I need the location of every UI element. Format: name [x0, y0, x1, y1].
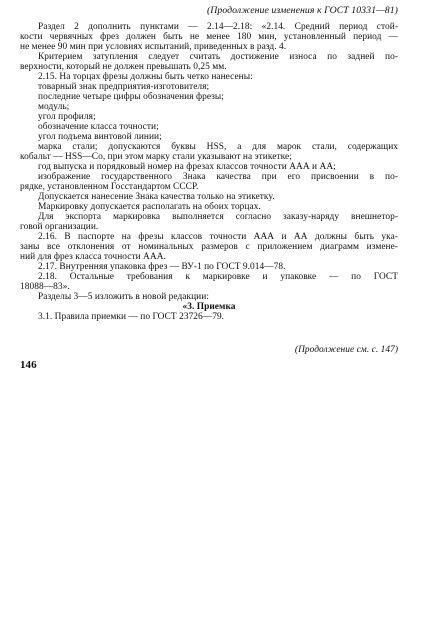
text-line: ний для фрез класса точности ААА. [20, 252, 166, 262]
text-line: Допускается нанесение Знака качества только на этикетку. [38, 192, 275, 202]
text-line: кости червячных фрез должен быть не менее 180 мин, установленный период — [20, 32, 398, 42]
running-header: (Продолжение изменения к ГОСТ 10331—81) [206, 6, 398, 16]
text-line: кобальт — HSS—Co, при этом марку стали указывают на этикетке; [20, 152, 292, 162]
text-line: 2.15. На торцах фрезы должны быть четко нанесены: [38, 72, 253, 82]
text-line: Разделы 3—5 изложить в новой редакции: [38, 292, 209, 302]
text-line: 2.17. Внутренняя упаковка фрез — ВУ-1 по ГОСТ 9.014—78. [38, 262, 286, 272]
section-heading: «3. Приемка [182, 302, 236, 312]
text-line: обозначение класса точности; [38, 122, 159, 132]
page-number: 146 [20, 360, 37, 370]
text-line: 3.1. Правила приемки — по ГОСТ 23726—79. [38, 312, 225, 322]
text-line: изображение государственного Знака качества при его присвоении в по- [38, 172, 398, 182]
text-line: угол подъема винтовой линии; [38, 132, 162, 142]
text-line: последние четыре цифры обозначения фрезы; [38, 92, 224, 102]
text-line: марка стали; допускаются буквы HSS, а для марок стали, содержащих [38, 142, 398, 152]
text-line: год выпуска и порядковый номер на фрезах классов точности ААА и АА; [38, 162, 336, 172]
text-line: не менее 90 мин при условиях испытаний, приведенных в разд. 4. [20, 42, 287, 52]
text-line: угол профиля; [38, 112, 96, 122]
text-line: Раздел 2 дополнить пунктами — 2.14—2.18: «2.14. Средний период стой- [38, 22, 398, 32]
continuation-note: (Продолжение см. с. 147) [294, 345, 398, 355]
text-line: Критерием затупления следует считать достижение износа по задней по- [38, 52, 398, 62]
text-line: заны все отклонения от номинальных размеров с приложением диаграмм измене- [20, 242, 398, 252]
text-line: 2.18. Остальные требования к маркировке и упаковке — по ГОСТ [38, 272, 398, 282]
text-line: рядке, установленном Госстандартом СССР. [20, 182, 199, 192]
text-line: 2.16. В паспорте на фрезы классов точности ААА и АА должны быть ука- [38, 232, 398, 242]
text-line: товарный знак предприятия-изготовителя; [38, 82, 210, 92]
text-line: Для экспорта маркировка выполняется согласно заказу-наряду внешнетор- [38, 212, 398, 222]
text-line: Маркировку допускается располагать на обоих торцах. [38, 202, 261, 212]
text-line: говой организации. [20, 222, 99, 232]
text-line: верхности, который не должен превышать 0,25 мм. [20, 62, 227, 72]
text-line: 18088—83». [20, 282, 70, 292]
text-line: модуль; [38, 102, 70, 112]
